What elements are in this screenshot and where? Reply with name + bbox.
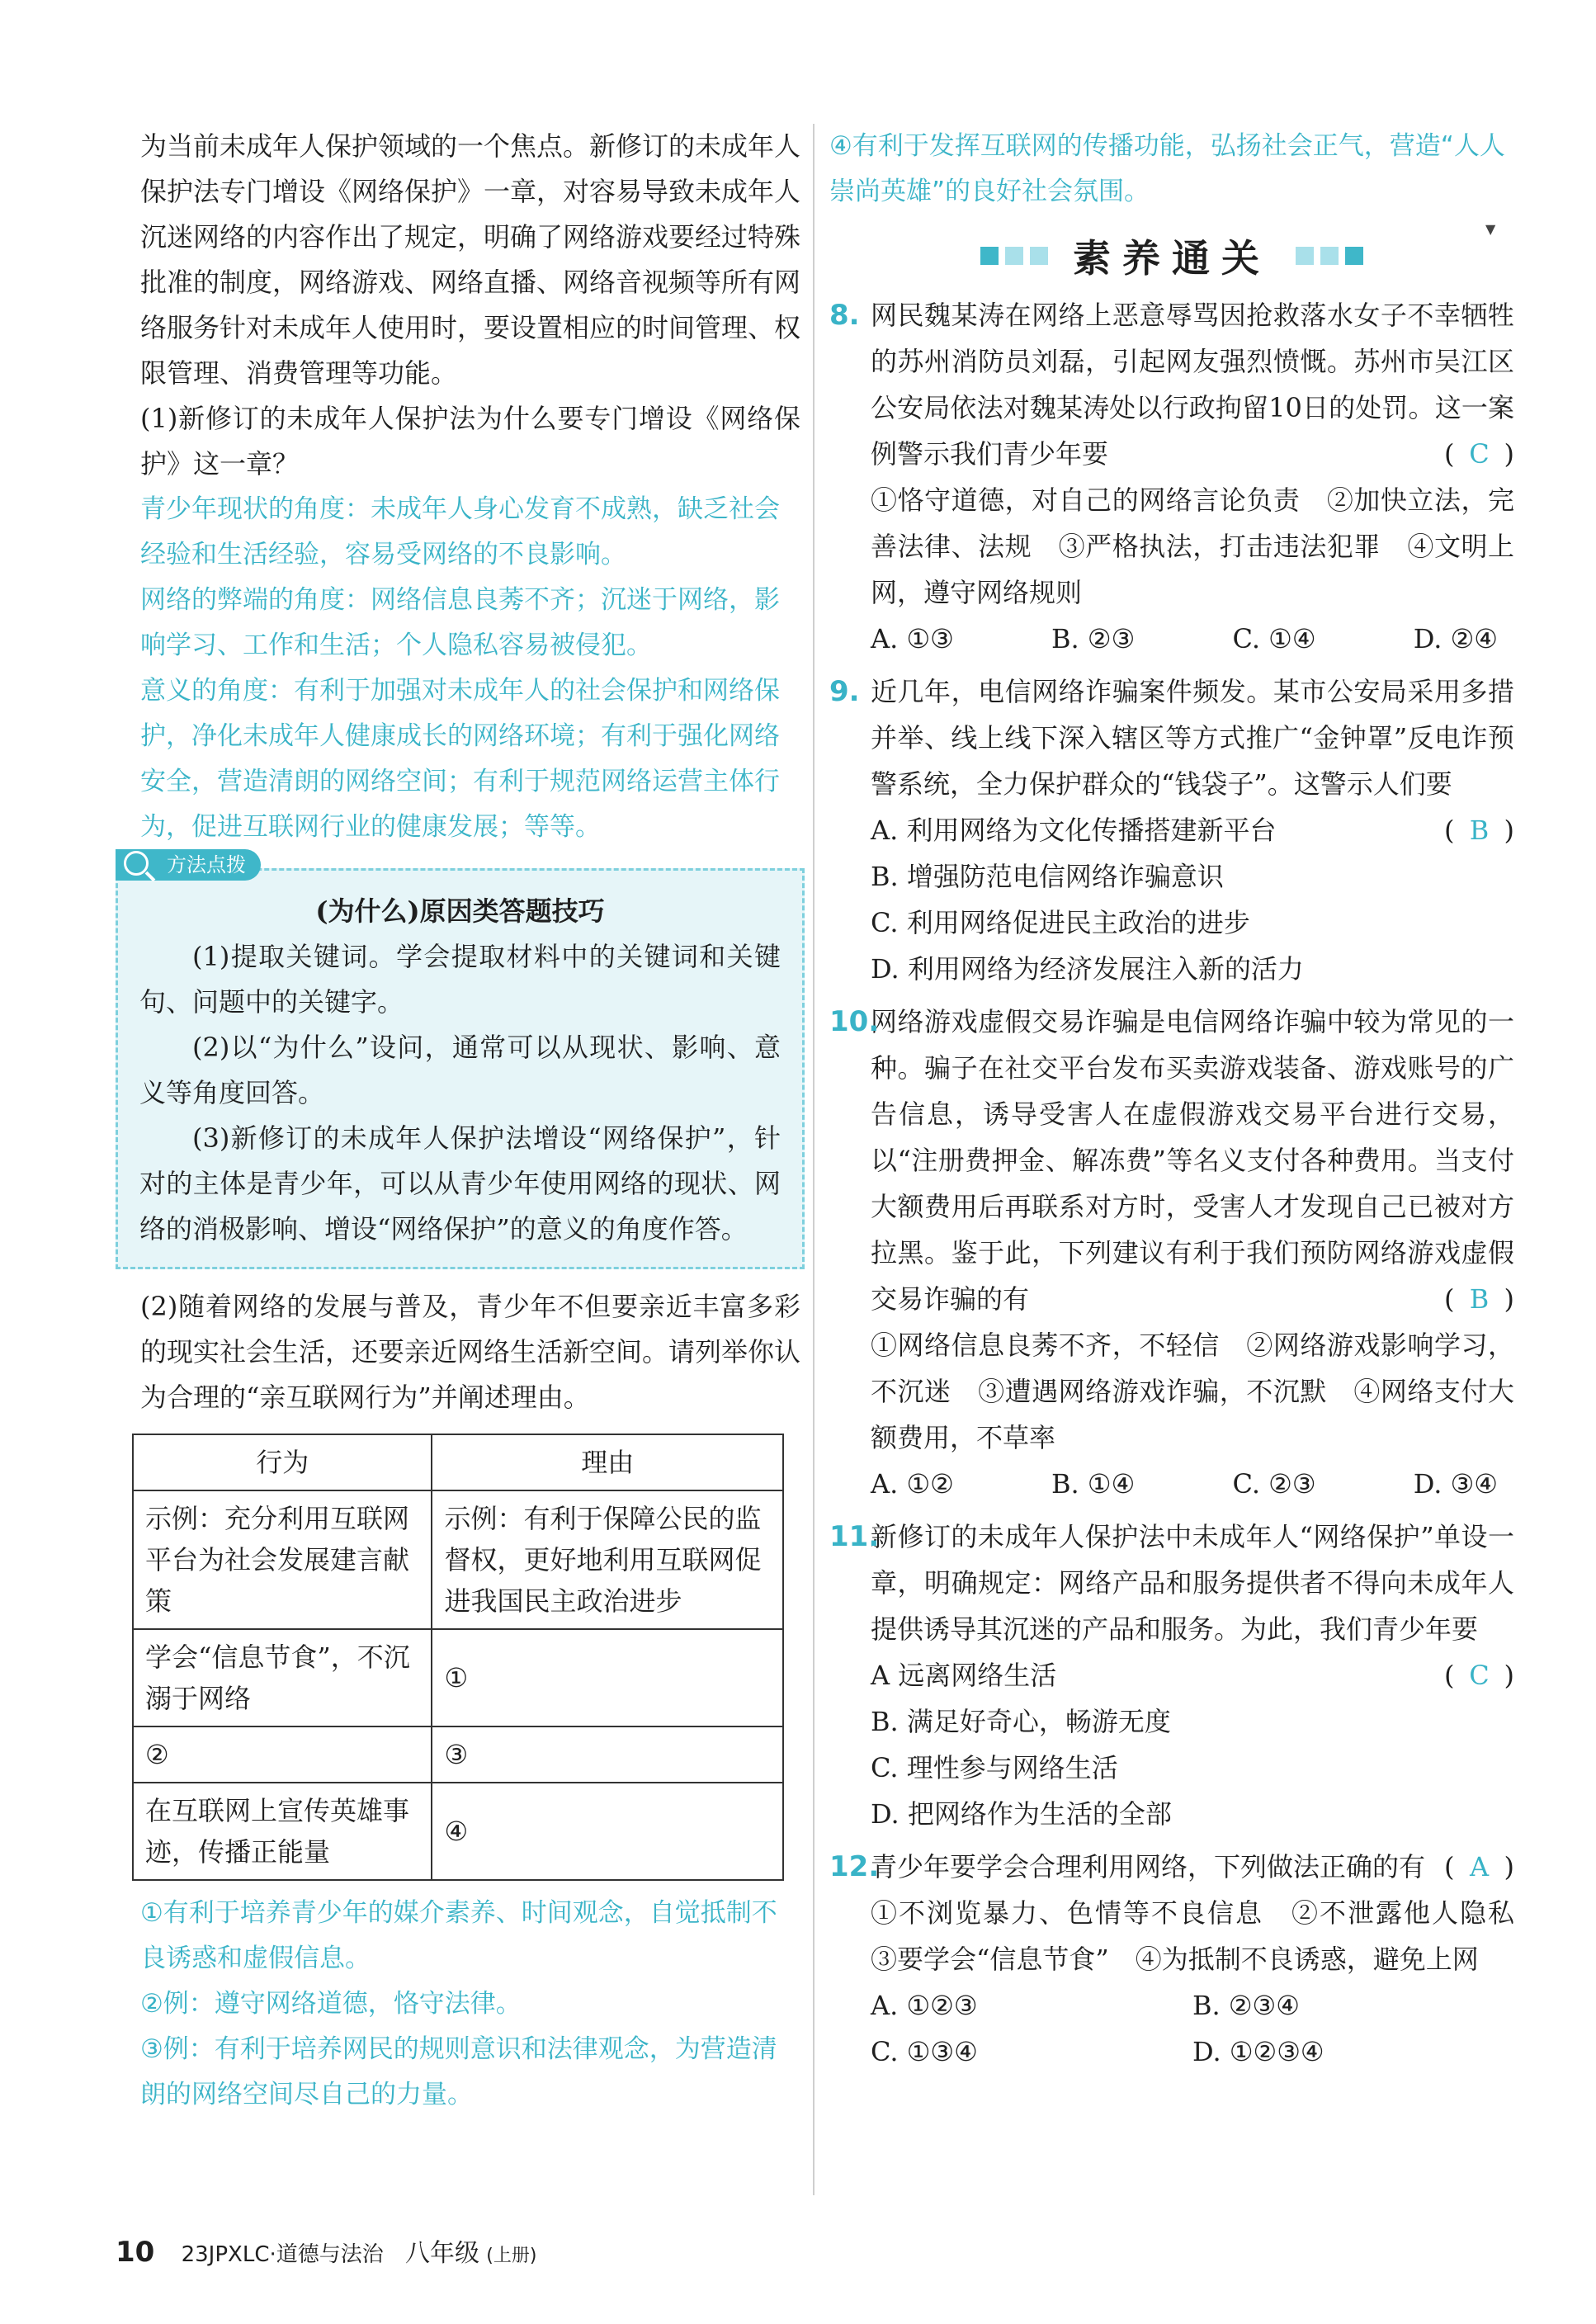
tip-title: (为什么)原因类答题技巧 xyxy=(315,895,605,927)
option: B. ②③ xyxy=(1051,623,1136,654)
page-footer xyxy=(116,2232,536,2269)
question-number: 12. xyxy=(829,1850,880,1883)
question-number: 8. xyxy=(829,299,860,332)
table-row xyxy=(133,1783,783,1880)
question-statements: ①恪守道德，对自己的网络言论负责 ②加快立法，完善法律、法规 ③严格执法，打击违法犯罪 ④文明上网，遵守网络规则 xyxy=(871,484,1514,608)
table-cell: ② xyxy=(133,1726,432,1783)
corner-mark: ▼ xyxy=(1485,221,1496,237)
option: D. ③④ xyxy=(1413,1468,1498,1500)
question-1: (1)新修订的未成年人保护法为什么要专门增设《网络保护》这一章？ xyxy=(140,403,800,479)
answer-2-line-1: ①有利于培养青少年的媒介素养、时间观念，自觉抵制不良诱惑和虚假信息。 xyxy=(140,1898,777,1973)
answer-mark: ( B ) xyxy=(1444,1276,1514,1322)
deco-square xyxy=(1320,247,1339,265)
section-header xyxy=(829,231,1514,281)
question-10 xyxy=(829,999,1514,1507)
question-8 xyxy=(829,292,1514,662)
question-2: (2)随着网络的发展与普及，青少年不但要亲近丰富多彩的现实社会生活，还要亲近网络生活新空间。请列举你认为合理的“亲互联网行为”并阐述理由。 xyxy=(140,1291,801,1413)
answer-letter: B xyxy=(1469,1283,1490,1315)
question-12 xyxy=(829,1844,1542,2075)
options xyxy=(871,1461,1514,1507)
question-9 xyxy=(829,668,1514,992)
table-row xyxy=(133,1629,783,1726)
intro-text: 为当前未成年人保护领域的一个焦点。新修订的未成年人保护法专门增设《网络保护》一章，对容易导致未成年人沉迷网络的内容作出了规定，明确了网络游戏要经过特殊批准的制度，网络游戏、网络直播、网络音视频等所有网络服务针对未成年人使用时，要设置相应的时间管理、权限管理、消费管理等功能。 xyxy=(140,130,801,389)
options xyxy=(871,1982,1514,2075)
question-statements: ①不浏览暴力、色情等不良信息 ②不泄露他人隐私 ③要学会“信息节食” ④为抵制不良诱惑，避免上网 xyxy=(871,1897,1542,1975)
table-header: 行为 xyxy=(133,1434,432,1490)
option: A 远离网络生活 xyxy=(871,1660,1057,1691)
option: D. 把网络作为生活的全部 xyxy=(871,1798,1172,1830)
column-divider xyxy=(813,124,815,2195)
right-column xyxy=(829,124,1542,2075)
answer-2-line-3: ③例：有利于培养网民的规则意识和法律观念，为营造清朗的网络空间尽自己的力量。 xyxy=(140,2034,777,2109)
tip-item: (3)新修订的未成年人保护法增设“网络保护”，针对的主体是青少年，可以从青少年使用网络的现状、网络的消极影响、增设“网络保护”的意义的角度作答。 xyxy=(139,1122,781,1245)
option: C. ②③ xyxy=(1232,1468,1316,1500)
left-column xyxy=(140,124,800,2118)
answer-mark: ( C ) xyxy=(1444,1652,1514,1698)
option: C. ①④ xyxy=(1232,623,1316,654)
page-number: 10 xyxy=(116,2236,155,2269)
answer-2-line-4: ④有利于发挥互联网的传播功能，弘扬社会正气，营造“人人崇尚英雄”的良好社会氛围。 xyxy=(829,131,1505,206)
option: C. ①③④ xyxy=(871,2036,978,2067)
question-number: 11. xyxy=(829,1520,880,1553)
option: C. 利用网络促进民主政治的进步 xyxy=(871,907,1250,938)
option: D. ①②③④ xyxy=(1192,2036,1324,2067)
question-stem: 网民魏某涛在网络上恶意辱骂因抢救落水女子不幸牺牲的苏州消防员刘磊，引起网友强烈愤慨。苏州市吴江区公安局依法对魏某涛处以行政拘留10日的处罚。这一案例警示我们青少年要 xyxy=(871,300,1514,470)
volume-label: (上册) xyxy=(486,2246,537,2266)
option: A. 利用网络为文化传播搭建新平台 xyxy=(871,815,1277,846)
option: A. ①②③ xyxy=(871,1990,978,2021)
answer-mark: ( C ) xyxy=(1444,431,1514,477)
question-statements: ①网络信息良莠不齐，不轻信 ②网络游戏影响学习，不沉迷 ③遭遇网络游戏诈骗，不沉默 ④网络支付大额费用，不草率 xyxy=(871,1330,1514,1453)
method-tip-box xyxy=(116,853,805,1269)
table-cell: ③ xyxy=(432,1726,783,1783)
answer-1-line-3: 意义的角度：有利于加强对未成年人的社会保护和网络保护，净化未成年人健康成长的网络环境；有利于强化网络安全，营造清朗的网络空间；有利于规范网络运营主体行为，促进互联网行业的健康发展；等等。 xyxy=(140,676,780,842)
table-cell: ④ xyxy=(432,1783,783,1880)
question-stem: 近几年，电信网络诈骗案件频发。某市公安局采用多措并举、线上线下深入辖区等方式推广“金钟罩”反电诈预警系统，全力保护群众的“钱袋子”。这警示人们要 xyxy=(871,676,1514,800)
question-stem: 新修订的未成年人保护法中未成年人“网络保护”单设一章，明确规定：网络产品和服务提供者不得向未成年人提供诱导其沉迷的产品和服务。为此，我们青少年要 xyxy=(871,1521,1514,1645)
question-11 xyxy=(829,1514,1514,1837)
option: C. 理性参与网络生活 xyxy=(871,1752,1118,1783)
answer-mark: ( A ) xyxy=(1444,1844,1514,1890)
question-stem: 青少年要学会合理利用网络，下列做法正确的有 xyxy=(871,1851,1426,1882)
option: B. ①④ xyxy=(1051,1468,1136,1500)
question-number: 9. xyxy=(829,675,860,708)
table-cell: 示例：充分利用互联网平台为社会发展建言献策 xyxy=(133,1490,432,1629)
answer-2-line-2: ②例：遵守网络道德，恪守法律。 xyxy=(140,1989,522,2019)
section-title: 素养通关 xyxy=(1073,236,1271,281)
grade-label: 八年级 xyxy=(405,2239,480,2268)
answer-mark: ( B ) xyxy=(1444,807,1514,853)
options xyxy=(871,616,1514,662)
answer-1-line-1: 青少年现状的角度：未成年人身心发育不成熟，缺乏社会经验和生活经验，容易受网络的不良影响。 xyxy=(140,494,780,569)
table-header: 理由 xyxy=(432,1434,783,1490)
deco-square xyxy=(1005,247,1023,265)
answer-letter: C xyxy=(1469,1660,1490,1691)
option: D. 利用网络为经济发展注入新的活力 xyxy=(871,953,1304,985)
deco-square xyxy=(1345,247,1363,265)
table-header-row xyxy=(133,1434,783,1490)
option: B. ②③④ xyxy=(1192,1990,1300,2021)
tip-item: (2)以“为什么”设问，通常可以从现状、影响、意义等角度回答。 xyxy=(139,1032,781,1108)
tip-item: (1)提取关键词。学会提取材料中的关键词和关键句、问题中的关键字。 xyxy=(139,941,781,1018)
option: D. ②④ xyxy=(1413,623,1498,654)
behavior-table xyxy=(132,1434,784,1881)
deco-square xyxy=(980,247,999,265)
question-stem: 网络游戏虚假交易诈骗是电信网络诈骗中较为常见的一种。骗子在社交平台发布买卖游戏装备、游戏账号的广告信息，诱导受害人在虚假游戏交易平台进行交易，以“注册费押金、解冻费”等名义支付各种费用。当支付大额费用后再联系对方时，受害人才发现自己已被对方拉黑。鉴于此，下列建议有利于我们预防网络游戏虚假交易诈骗的有 xyxy=(871,1006,1514,1315)
tip-label: 方法点拨 xyxy=(116,849,261,881)
table-row xyxy=(133,1726,783,1783)
answer-1-line-2: 网络的弊端的角度：网络信息良莠不齐；沉迷于网络，影响学习、工作和生活；个人隐私容易被侵犯。 xyxy=(140,585,780,660)
answer-letter: B xyxy=(1469,815,1490,846)
answer-letter: A xyxy=(1469,1851,1490,1882)
table-cell: 在互联网上宣传英雄事迹，传播正能量 xyxy=(133,1783,432,1880)
option: A. ①③ xyxy=(871,623,954,654)
magnifier-icon xyxy=(124,851,149,876)
table-cell: 学会“信息节食”，不沉溺于网络 xyxy=(133,1629,432,1726)
option: B. 增强防范电信网络诈骗意识 xyxy=(871,861,1224,892)
question-number: 10. xyxy=(829,1005,880,1038)
option: A. ①② xyxy=(871,1468,954,1500)
table-cell: 示例：有利于保障公民的监督权，更好地利用互联网促进我国民主政治进步 xyxy=(432,1490,783,1629)
table-cell: ① xyxy=(432,1629,783,1726)
answer-letter: C xyxy=(1469,438,1490,470)
table-row xyxy=(133,1490,783,1629)
option: B. 满足好奇心，畅游无度 xyxy=(871,1706,1171,1737)
deco-square xyxy=(1030,247,1048,265)
book-code: 23JPXLC·道德与法治 xyxy=(181,2242,384,2267)
deco-square xyxy=(1296,247,1314,265)
